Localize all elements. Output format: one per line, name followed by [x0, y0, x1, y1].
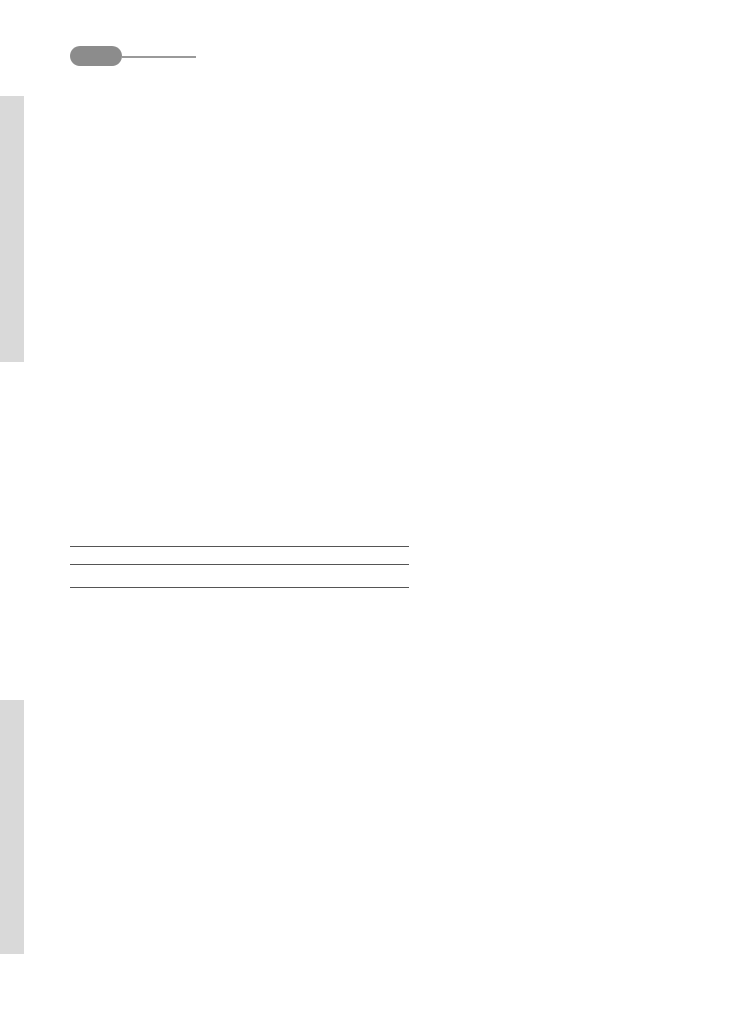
- header-rule: [122, 56, 196, 58]
- table-header-rule: [70, 564, 409, 565]
- page-edge-tab-lower: [0, 700, 24, 954]
- table-top-rule: [70, 546, 409, 547]
- table-bottom-rule: [70, 587, 409, 588]
- page-edge-tab-upper: [0, 96, 24, 362]
- running-header: [414, 48, 420, 64]
- page-number: [70, 46, 122, 66]
